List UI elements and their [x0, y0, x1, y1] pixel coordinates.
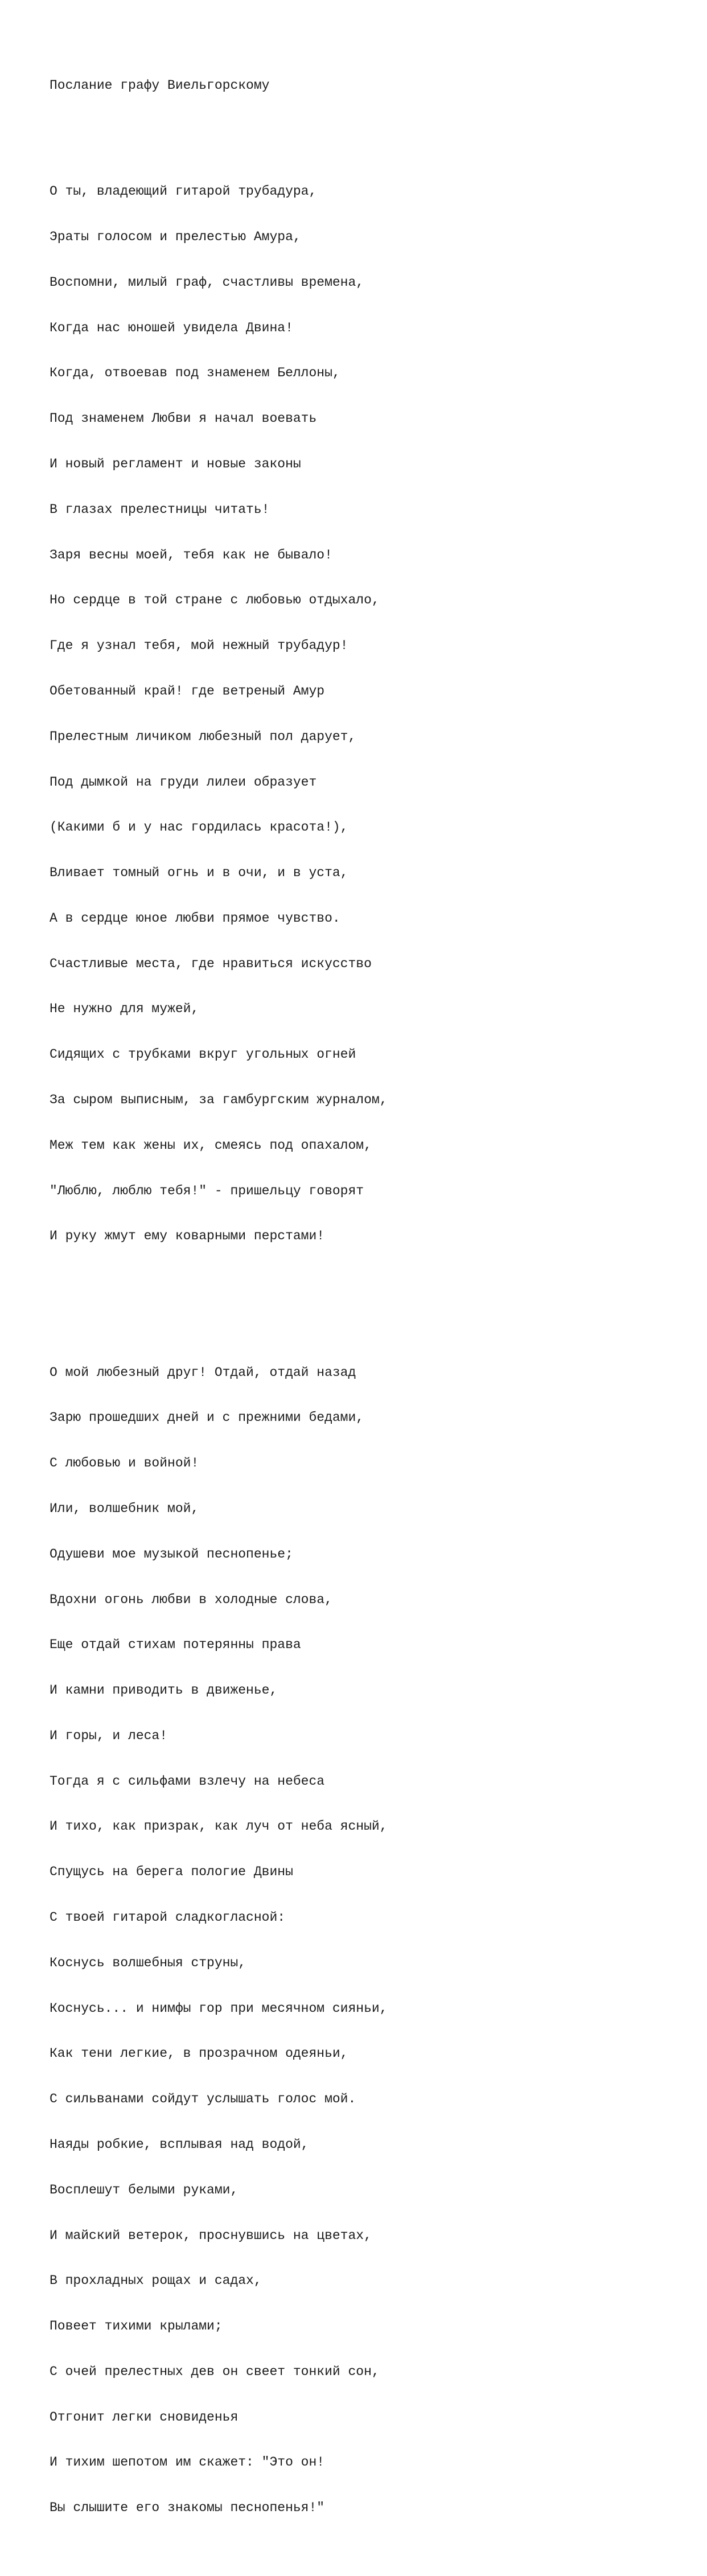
- poem-line: Вы слышите его знакомы песнопенья!": [50, 2500, 325, 2516]
- poem-line: Коснусь волшебныя струны,: [50, 1955, 246, 1970]
- poem-line: Но сердце в той стране с любовью отдыхало,: [50, 593, 380, 608]
- poem-line: Прелестным личиком любезный пол дарует,: [50, 729, 356, 744]
- poem-line: И тихим шепотом им скажет: "Это он!: [50, 2455, 325, 2470]
- poem-line: И новый регламент и новые законы: [50, 457, 301, 472]
- poem-line: Когда нас юношей увидела Двина!: [50, 320, 293, 335]
- poem-line: Где я узнал тебя, мой нежный трубадур!: [50, 638, 348, 654]
- poem-line: Повеет тихими крылами;: [50, 2319, 223, 2334]
- poem-line: С твоей гитарой сладкогласной:: [50, 1910, 286, 1925]
- poem-line: И камни приводить в движенье,: [50, 1683, 278, 1698]
- poem-text: [50, 48, 388, 2576]
- poem-line: "Люблю, люблю тебя!" - пришельцу говорят: [50, 1183, 364, 1198]
- poem-line: (Какими б и у нас гордилась красота!),: [50, 820, 348, 835]
- poem-line: Спущусь на берега пологие Двины: [50, 1864, 293, 1880]
- poem-line: Под дымкой на груди лилеи образует: [50, 774, 317, 790]
- poem-line: Под знаменем Любви я начал воевать: [50, 411, 317, 426]
- poem-line: Или, волшебник мой,: [50, 1501, 199, 1516]
- poem-line: Еще отдай стихам потерянны права: [50, 1637, 301, 1653]
- poem-line: Заря весны моей, тебя как не бывало!: [50, 547, 332, 562]
- poem-line: Тогда я с сильфами взлечу на небеса: [50, 1773, 325, 1789]
- poem-line: Обетованный край! где ветреный Амур: [50, 683, 325, 699]
- poem-line: Не нужно для мужей,: [50, 1001, 199, 1017]
- stanza-1: [50, 154, 388, 1274]
- poem-line: И тихо, как призрак, как луч от неба ясный,: [50, 1819, 388, 1834]
- poem-line: Когда, отвоевав под знаменем Беллоны,: [50, 365, 340, 381]
- poem-line: Зарю прошедших дней и с прежними бедами,: [50, 1410, 364, 1425]
- poem-line: В прохладных рощах и садах,: [50, 2273, 262, 2289]
- poem-line: С любовью и войной!: [50, 1456, 199, 1471]
- poem-line: За сыром выписным, за гамбургским журналом,: [50, 1092, 388, 1107]
- poem-line: О ты, владеющий гитарой трубадура,: [50, 184, 317, 199]
- poem-line: Вливает томный огнь и в очи, и в уста,: [50, 865, 348, 881]
- poem-line: Одушеви мое музыкой песнопенье;: [50, 1546, 293, 1562]
- poem-line: Воспомни, милый граф, счастливы времена,: [50, 274, 364, 290]
- poem-line: Эраты голосом и прелестью Амура,: [50, 229, 301, 245]
- poem-line: С очей прелестных дев он свеет тонкий сон,: [50, 2364, 380, 2379]
- stanza-2: [50, 1334, 388, 2546]
- poem-line: Сидящих с трубками вкруг угольных огней: [50, 1047, 356, 1062]
- poem-line: Коснусь... и нимфы гор при месячном сияньи,: [50, 2000, 388, 2016]
- poem-line: Как тени легкие, в прозрачном одеяньи,: [50, 2046, 348, 2061]
- poem-line: И горы, и леса!: [50, 1728, 168, 1743]
- poem-line: Счастливые места, где нравиться искусство: [50, 956, 372, 971]
- poem-line: А в сердце юное любви прямое чувство.: [50, 910, 340, 926]
- poem-line: Отгонит легки сновиденья: [50, 2409, 239, 2425]
- poem-line: Наяды робкие, всплывая над водой,: [50, 2137, 309, 2152]
- poem-line: Восплешут белыми руками,: [50, 2182, 239, 2197]
- poem-line: В глазах прелестницы читать!: [50, 502, 270, 517]
- poem-line: И руку жмут ему коварными перстами!: [50, 1229, 325, 1244]
- poem-line: Меж тем как жены их, смеясь под опахалом,: [50, 1137, 372, 1153]
- poem-line: О мой любезный друг! Отдай, отдай назад: [50, 1365, 356, 1380]
- poem-title: Послание графу Виельгорскому: [50, 78, 270, 93]
- poem-line: Вдохни огонь любви в холодные слова,: [50, 1592, 332, 1607]
- poem-line: С сильванами сойдут услышать голос мой.: [50, 2092, 356, 2107]
- poem-line: И майский ветерок, проснувшись на цветах,: [50, 2228, 372, 2243]
